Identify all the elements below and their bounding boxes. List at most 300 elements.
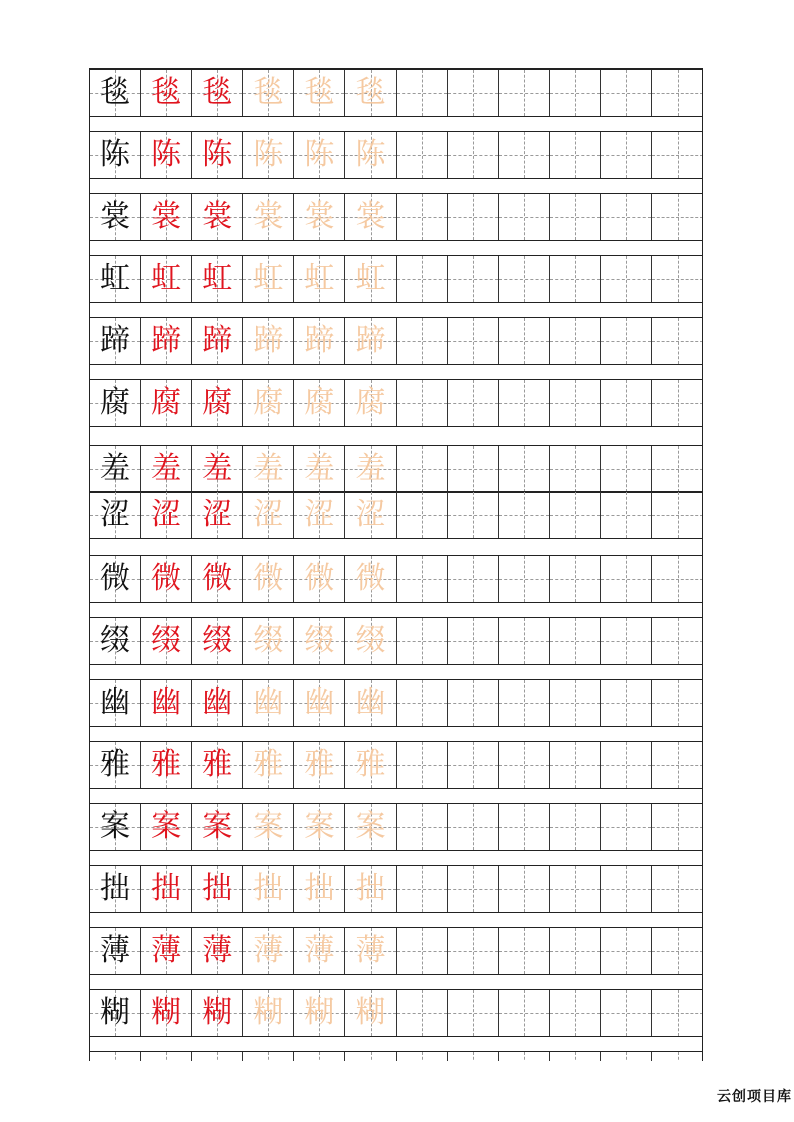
model-char-cell [90, 556, 141, 602]
red-copy-cell [141, 492, 192, 538]
trace-copy-cell [243, 70, 294, 116]
empty-practice-cell [499, 256, 550, 302]
model-char-cell [90, 194, 141, 240]
trace-copy-cell [243, 804, 294, 850]
trace-copy-cell [243, 928, 294, 974]
red-copy-cell [141, 742, 192, 788]
empty-practice-cell [550, 990, 601, 1036]
trace-glyph: 陈 [355, 137, 386, 172]
empty-practice-cell [448, 70, 499, 116]
trace-copy-cell [345, 804, 396, 850]
empty-practice-cell [601, 1052, 652, 1061]
red-glyph: 缀 [202, 623, 233, 658]
trace-glyph: 缀 [304, 623, 335, 658]
practice-row [90, 193, 702, 241]
empty-practice-cell [652, 446, 703, 492]
red-glyph: 糊 [151, 995, 182, 1030]
model-char-cell [90, 380, 141, 426]
empty-practice-cell [397, 380, 448, 426]
red-glyph: 拙 [151, 871, 182, 906]
model-glyph: 陈 [100, 137, 131, 172]
trace-glyph: 腐 [304, 385, 335, 420]
trace-copy-cell [345, 446, 396, 492]
trace-glyph: 腐 [355, 385, 386, 420]
empty-practice-cell [601, 492, 652, 538]
trace-copy-cell [243, 318, 294, 364]
empty-practice-cell [550, 742, 601, 788]
empty-practice-cell [499, 556, 550, 602]
trace-glyph: 毯 [355, 75, 386, 110]
trace-glyph: 虹 [304, 261, 335, 296]
practice-row [90, 679, 702, 727]
model-char-cell [90, 256, 141, 302]
empty-practice-cell [601, 866, 652, 912]
practice-row [90, 491, 702, 539]
red-glyph: 糊 [202, 995, 233, 1030]
red-glyph: 羞 [151, 451, 182, 486]
trace-copy-cell [345, 866, 396, 912]
trace-copy-cell [294, 556, 345, 602]
red-copy-cell [141, 256, 192, 302]
red-glyph: 裳 [151, 199, 182, 234]
trace-copy-cell [345, 990, 396, 1036]
red-copy-cell [192, 680, 243, 726]
model-glyph: 糊 [100, 995, 131, 1030]
trace-glyph: 雅 [253, 747, 284, 782]
empty-practice-cell [652, 318, 703, 364]
trace-copy-cell [243, 132, 294, 178]
trace-glyph: 雅 [355, 747, 386, 782]
trace-glyph: 羞 [355, 451, 386, 486]
empty-practice-cell [652, 618, 703, 664]
empty-practice-cell [90, 1052, 141, 1061]
trace-copy-cell [294, 866, 345, 912]
trace-glyph: 缀 [253, 623, 284, 658]
empty-practice-cell [397, 556, 448, 602]
model-glyph: 羞 [100, 451, 131, 486]
empty-practice-cell [601, 804, 652, 850]
trace-glyph: 毯 [253, 75, 284, 110]
trace-copy-cell [345, 318, 396, 364]
red-copy-cell [141, 70, 192, 116]
red-glyph: 雅 [202, 747, 233, 782]
empty-practice-cell [397, 680, 448, 726]
trace-copy-cell [345, 928, 396, 974]
trace-glyph: 裳 [304, 199, 335, 234]
trace-glyph: 裳 [355, 199, 386, 234]
red-glyph: 虹 [151, 261, 182, 296]
practice-row [90, 927, 702, 975]
trace-glyph: 幽 [355, 685, 386, 720]
red-glyph: 毯 [202, 75, 233, 110]
red-copy-cell [192, 132, 243, 178]
trace-glyph: 薄 [355, 933, 386, 968]
trace-copy-cell [345, 256, 396, 302]
empty-practice-cell [601, 70, 652, 116]
empty-practice-cell [448, 318, 499, 364]
model-glyph: 案 [100, 809, 131, 844]
empty-practice-cell [448, 256, 499, 302]
trace-copy-cell [345, 70, 396, 116]
trace-glyph: 羞 [253, 451, 284, 486]
model-char-cell [90, 804, 141, 850]
empty-practice-cell [448, 446, 499, 492]
red-glyph: 腐 [151, 385, 182, 420]
red-copy-cell [192, 446, 243, 492]
red-glyph: 陈 [202, 137, 233, 172]
red-copy-cell [192, 70, 243, 116]
red-copy-cell [192, 256, 243, 302]
red-glyph: 案 [202, 809, 233, 844]
trace-copy-cell [294, 928, 345, 974]
trace-copy-cell [294, 70, 345, 116]
trace-glyph: 涩 [304, 497, 335, 532]
red-copy-cell [141, 556, 192, 602]
red-glyph: 蹄 [202, 323, 233, 358]
red-glyph: 案 [151, 809, 182, 844]
red-glyph: 拙 [202, 871, 233, 906]
model-glyph: 蹄 [100, 323, 131, 358]
practice-row [90, 617, 702, 665]
empty-practice-cell [448, 804, 499, 850]
red-glyph: 涩 [151, 497, 182, 532]
practice-row [90, 803, 702, 851]
empty-practice-cell [601, 742, 652, 788]
model-glyph: 裳 [100, 199, 131, 234]
empty-practice-cell [397, 804, 448, 850]
trace-copy-cell [345, 132, 396, 178]
empty-practice-cell [550, 804, 601, 850]
empty-practice-cell [499, 680, 550, 726]
empty-practice-cell [397, 928, 448, 974]
empty-practice-cell [550, 492, 601, 538]
empty-practice-cell [499, 492, 550, 538]
red-copy-cell [141, 318, 192, 364]
empty-practice-cell [550, 380, 601, 426]
red-copy-cell [192, 556, 243, 602]
empty-practice-cell [601, 446, 652, 492]
practice-row [90, 555, 702, 603]
empty-practice-cell [243, 1052, 294, 1061]
empty-practice-cell [652, 256, 703, 302]
empty-practice-cell [652, 742, 703, 788]
trace-copy-cell [345, 492, 396, 538]
trace-copy-cell [243, 680, 294, 726]
trace-glyph: 涩 [253, 497, 284, 532]
red-glyph: 蹄 [151, 323, 182, 358]
empty-practice-cell [550, 556, 601, 602]
model-glyph: 腐 [100, 385, 131, 420]
trace-glyph: 羞 [304, 451, 335, 486]
empty-practice-cell [601, 618, 652, 664]
trace-glyph: 案 [355, 809, 386, 844]
empty-practice-cell [499, 380, 550, 426]
red-glyph: 羞 [202, 451, 233, 486]
empty-practice-cell [601, 256, 652, 302]
empty-practice-cell [601, 194, 652, 240]
trace-copy-cell [294, 256, 345, 302]
red-copy-cell [192, 742, 243, 788]
red-glyph: 幽 [151, 685, 182, 720]
trace-glyph: 微 [355, 561, 386, 596]
red-copy-cell [141, 680, 192, 726]
trace-copy-cell [243, 492, 294, 538]
trace-copy-cell [294, 680, 345, 726]
trace-glyph: 腐 [253, 385, 284, 420]
red-glyph: 幽 [202, 685, 233, 720]
empty-practice-cell [550, 1052, 601, 1061]
trace-glyph: 缀 [355, 623, 386, 658]
empty-practice-cell [141, 1052, 192, 1061]
model-glyph: 缀 [100, 623, 131, 658]
empty-practice-cell [601, 380, 652, 426]
empty-practice-cell [397, 866, 448, 912]
empty-practice-cell [448, 990, 499, 1036]
trace-glyph: 薄 [253, 933, 284, 968]
model-char-cell [90, 990, 141, 1036]
trace-glyph: 微 [253, 561, 284, 596]
trace-copy-cell [294, 804, 345, 850]
empty-practice-cell [448, 742, 499, 788]
practice-row [90, 865, 702, 913]
empty-practice-cell [652, 70, 703, 116]
empty-practice-cell [550, 680, 601, 726]
practice-row [90, 989, 702, 1037]
trace-glyph: 陈 [304, 137, 335, 172]
empty-practice-cell [601, 318, 652, 364]
trace-copy-cell [294, 990, 345, 1036]
trace-glyph: 微 [304, 561, 335, 596]
red-glyph: 毯 [151, 75, 182, 110]
red-copy-cell [141, 446, 192, 492]
empty-practice-cell [448, 556, 499, 602]
trace-glyph: 陈 [253, 137, 284, 172]
empty-practice-cell [550, 446, 601, 492]
empty-practice-cell [397, 70, 448, 116]
empty-practice-cell [397, 618, 448, 664]
empty-practice-cell [652, 804, 703, 850]
empty-practice-cell [652, 866, 703, 912]
empty-practice-cell [652, 132, 703, 178]
trace-copy-cell [345, 742, 396, 788]
red-glyph: 裳 [202, 199, 233, 234]
empty-practice-cell [397, 194, 448, 240]
trace-glyph: 裳 [253, 199, 284, 234]
trace-copy-cell [243, 194, 294, 240]
practice-row [90, 445, 702, 493]
trace-copy-cell [345, 556, 396, 602]
empty-practice-cell [652, 194, 703, 240]
empty-practice-cell [652, 1052, 703, 1061]
model-char-cell [90, 928, 141, 974]
model-char-cell [90, 132, 141, 178]
practice-row [90, 69, 702, 117]
trace-glyph: 蹄 [253, 323, 284, 358]
empty-practice-cell [448, 132, 499, 178]
empty-practice-cell [601, 132, 652, 178]
trace-glyph: 幽 [304, 685, 335, 720]
practice-row [90, 317, 702, 365]
red-copy-cell [192, 618, 243, 664]
trace-copy-cell [243, 256, 294, 302]
empty-practice-cell [652, 556, 703, 602]
red-copy-cell [192, 318, 243, 364]
empty-practice-cell [397, 256, 448, 302]
red-copy-cell [192, 928, 243, 974]
practice-row [90, 741, 702, 789]
red-glyph: 微 [202, 561, 233, 596]
empty-practice-cell [550, 70, 601, 116]
trace-copy-cell [243, 618, 294, 664]
empty-practice-cell [397, 132, 448, 178]
practice-row [90, 255, 702, 303]
empty-practice-cell [499, 70, 550, 116]
model-char-cell [90, 742, 141, 788]
trace-glyph: 糊 [355, 995, 386, 1030]
model-char-cell [90, 680, 141, 726]
red-copy-cell [192, 380, 243, 426]
trace-copy-cell [243, 556, 294, 602]
empty-practice-cell [601, 680, 652, 726]
empty-practice-cell [448, 928, 499, 974]
red-copy-cell [141, 132, 192, 178]
trace-glyph: 拙 [253, 871, 284, 906]
empty-practice-cell [448, 194, 499, 240]
trace-glyph: 薄 [304, 933, 335, 968]
model-char-cell [90, 492, 141, 538]
trace-copy-cell [294, 318, 345, 364]
trace-copy-cell [243, 866, 294, 912]
empty-practice-cell [499, 804, 550, 850]
empty-practice-cell [499, 132, 550, 178]
red-glyph: 涩 [202, 497, 233, 532]
trace-copy-cell [345, 680, 396, 726]
empty-practice-cell [550, 928, 601, 974]
red-glyph: 薄 [202, 933, 233, 968]
trace-copy-cell [243, 446, 294, 492]
empty-practice-cell [192, 1052, 243, 1061]
model-glyph: 幽 [100, 685, 131, 720]
model-glyph: 雅 [100, 747, 131, 782]
red-copy-cell [141, 380, 192, 426]
model-glyph: 薄 [100, 933, 131, 968]
model-glyph: 虹 [100, 261, 131, 296]
trace-copy-cell [243, 990, 294, 1036]
partial-row [90, 1051, 702, 1061]
trace-glyph: 虹 [355, 261, 386, 296]
model-char-cell [90, 318, 141, 364]
empty-practice-cell [397, 990, 448, 1036]
trace-glyph: 糊 [304, 995, 335, 1030]
model-glyph: 拙 [100, 871, 131, 906]
empty-practice-cell [499, 446, 550, 492]
trace-glyph: 蹄 [304, 323, 335, 358]
empty-practice-cell [550, 866, 601, 912]
red-glyph: 微 [151, 561, 182, 596]
empty-practice-cell [448, 618, 499, 664]
red-copy-cell [192, 194, 243, 240]
red-copy-cell [141, 866, 192, 912]
trace-copy-cell [294, 492, 345, 538]
trace-copy-cell [243, 380, 294, 426]
model-char-cell [90, 866, 141, 912]
trace-glyph: 毯 [304, 75, 335, 110]
practice-row [90, 131, 702, 179]
trace-glyph: 拙 [304, 871, 335, 906]
empty-practice-cell [550, 318, 601, 364]
trace-glyph: 幽 [253, 685, 284, 720]
red-glyph: 腐 [202, 385, 233, 420]
empty-practice-cell [448, 866, 499, 912]
empty-practice-cell [499, 318, 550, 364]
trace-copy-cell [294, 446, 345, 492]
empty-practice-cell [550, 256, 601, 302]
empty-practice-cell [499, 866, 550, 912]
empty-practice-cell [499, 928, 550, 974]
red-copy-cell [192, 492, 243, 538]
red-copy-cell [141, 194, 192, 240]
empty-practice-cell [499, 1052, 550, 1061]
empty-practice-cell [397, 446, 448, 492]
empty-practice-cell [294, 1052, 345, 1061]
trace-copy-cell [294, 618, 345, 664]
empty-practice-cell [652, 680, 703, 726]
red-copy-cell [192, 990, 243, 1036]
model-glyph: 微 [100, 561, 131, 596]
practice-sheet [89, 68, 703, 1061]
trace-glyph: 糊 [253, 995, 284, 1030]
red-copy-cell [141, 804, 192, 850]
empty-practice-cell [499, 194, 550, 240]
trace-copy-cell [294, 380, 345, 426]
empty-practice-cell [397, 318, 448, 364]
red-copy-cell [141, 928, 192, 974]
trace-copy-cell [345, 380, 396, 426]
trace-glyph: 案 [253, 809, 284, 844]
empty-practice-cell [550, 132, 601, 178]
empty-practice-cell [601, 556, 652, 602]
trace-copy-cell [294, 742, 345, 788]
empty-practice-cell [652, 990, 703, 1036]
red-copy-cell [141, 618, 192, 664]
empty-practice-cell [448, 1052, 499, 1061]
model-char-cell [90, 70, 141, 116]
trace-copy-cell [294, 132, 345, 178]
empty-practice-cell [499, 618, 550, 664]
trace-glyph: 拙 [355, 871, 386, 906]
empty-practice-cell [550, 194, 601, 240]
trace-glyph: 蹄 [355, 323, 386, 358]
empty-practice-cell [397, 1052, 448, 1061]
red-glyph: 缀 [151, 623, 182, 658]
red-copy-cell [192, 866, 243, 912]
red-glyph: 虹 [202, 261, 233, 296]
trace-glyph: 涩 [355, 497, 386, 532]
empty-practice-cell [550, 618, 601, 664]
empty-practice-cell [499, 990, 550, 1036]
red-glyph: 薄 [151, 933, 182, 968]
trace-glyph: 案 [304, 809, 335, 844]
trace-copy-cell [345, 618, 396, 664]
empty-practice-cell [601, 990, 652, 1036]
empty-practice-cell [345, 1052, 396, 1061]
empty-practice-cell [652, 928, 703, 974]
model-glyph: 毯 [100, 75, 131, 110]
model-glyph: 涩 [100, 497, 131, 532]
empty-practice-cell [448, 380, 499, 426]
empty-practice-cell [499, 742, 550, 788]
empty-practice-cell [397, 492, 448, 538]
